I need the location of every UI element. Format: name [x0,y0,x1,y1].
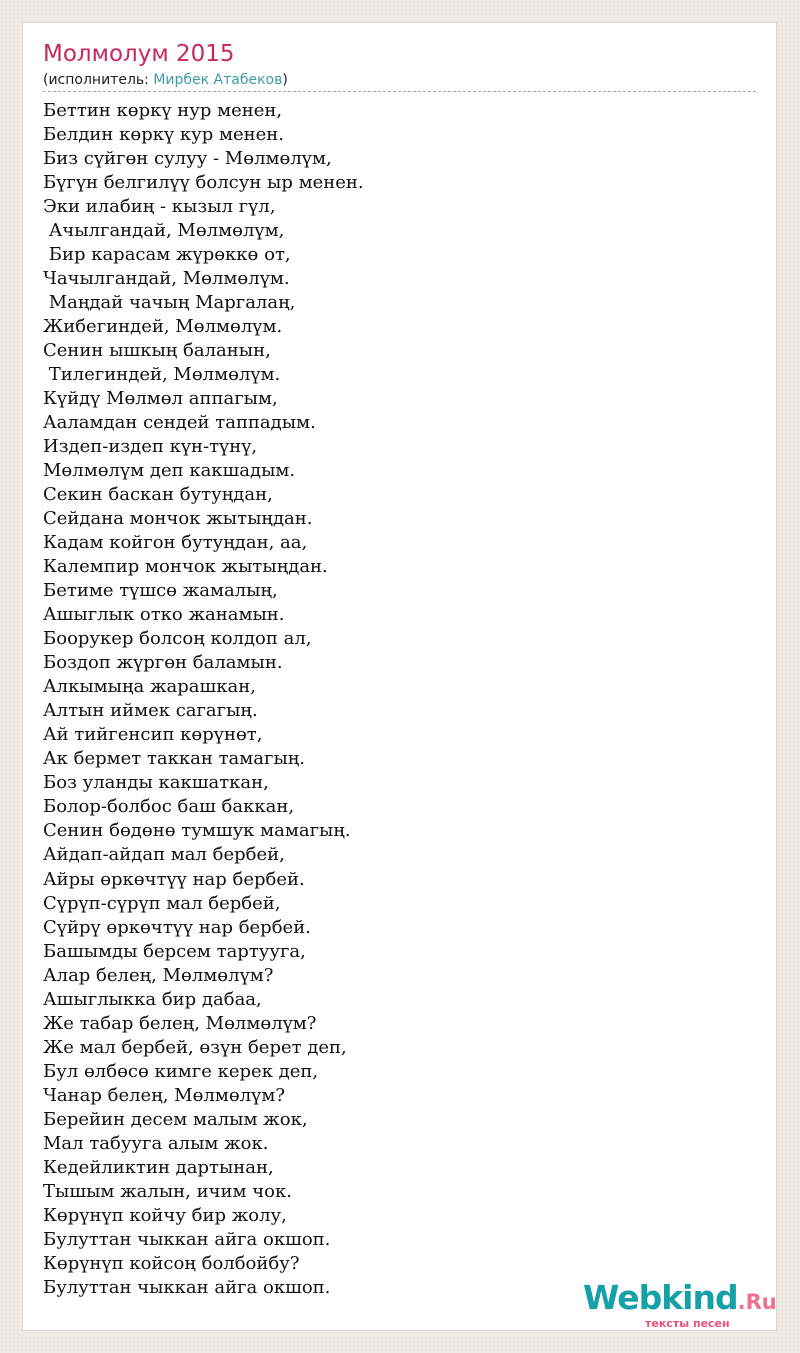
lyric-line: Булуттан чыккан айга окшоп. [43,1276,331,1298]
lyric-line: Башымды берсем тартууга, [43,940,306,962]
lyric-line: Бетиме түшсө жамалың, [43,580,278,602]
lyric-line: Ашыглыкка бир дабаа, [43,988,262,1010]
lyric-line: Сенин бөдөнө тумшук мамагың. [43,820,351,842]
lyric-line: Алкымыңа жарашкан, [43,676,256,698]
lyric-line: Чанар белең, Мөлмөлүм? [43,1084,285,1106]
lyric-line: Боз уланды какшаткан, [43,772,269,794]
lyric-line: Ашыглык отко жанамын. [43,604,285,626]
artist-suffix: ) [282,72,288,88]
lyric-line: Секин баскан бутуңдан, [43,484,273,506]
logo-brand: Webkind [583,1278,738,1317]
lyric-line: Маңдай чачың Маргалаң, [43,292,296,314]
lyric-line: Сенин ышкың баланын, [43,340,271,362]
lyric-line: Сүрүп-сүрүп мал бербей, [43,892,281,914]
lyric-line: Булуттан чыккан айга окшоп. [43,1228,331,1250]
lyric-line: Ак бермет таккан тамагың. [43,748,306,770]
lyric-line: Берейин десем малым жок, [43,1108,308,1130]
lyric-line: Чачылгандай, Мөлмөлүм. [43,268,290,290]
lyric-line: Издеп-издеп күн-түнү, [43,436,258,458]
logo-tagline: тексты песен [645,1317,730,1330]
artist-line [43,72,288,89]
lyric-line: Же табар белең, Мөлмөлүм? [43,1012,317,1034]
logo-wordmark [583,1280,777,1316]
lyric-line: Боздоп жүргөн баламын. [43,652,283,674]
lyric-line: Алар белең, Мөлмөлүм? [43,964,274,986]
lyric-line: Ай тийгенсип көрүнөт, [43,724,263,746]
logo-tld: .Ru [737,1290,777,1314]
lyric-line: Бир карасам жүрөккө от, [43,244,291,266]
lyric-line: Мал табууга алым жок. [43,1132,269,1154]
lyric-line: Тышым жалын, ичим чок. [43,1180,292,1202]
lyric-line: Эки илабиң - кызыл гүл, [43,196,276,218]
song-title: Молмолум 2015 [43,41,235,67]
lyric-line: Бул өлбөсө кимге керек деп, [43,1060,319,1082]
lyric-line: Көрүнүп койчу бир жолу, [43,1204,287,1226]
lyric-line: Болор-болбос баш баккан, [43,796,295,818]
lyric-line: Күйдү Мөлмөл аппагым, [43,388,278,410]
lyric-line: Боорукер болсоң колдоп ал, [43,628,312,650]
divider [43,91,756,92]
lyric-line: Тилегиндей, Мөлмөлүм. [43,364,281,386]
lyric-line: Айдап-айдап мал бербей, [43,844,285,866]
artist-prefix: (исполнитель: [43,72,154,88]
lyric-line: Мөлмөлүм деп какшадым. [43,460,296,482]
lyric-line: Кадам койгон бутуңдан, аа, [43,532,308,554]
lyric-line: Сүйрү өркөчтүү нар бербей. [43,916,311,938]
lyrics-text [43,99,364,1300]
lyric-line: Калемпир мончок жытыңдан. [43,556,328,578]
lyric-line: Бүгүн белгилүү болсун ыр менен. [43,172,364,194]
lyric-line: Беттин көркү нур менен, [43,100,283,121]
lyric-line: Биз сүйгөн сулуу - Мөлмөлүм, [43,148,332,170]
lyric-line: Же мал бербей, өзүн берет деп, [43,1036,347,1058]
lyric-line: Кедейликтин дартынан, [43,1156,274,1178]
lyric-line: Көрүнүп койсоң болбойбу? [43,1252,300,1274]
lyric-line: Айры өркөчтүү нар бербей. [43,868,305,890]
lyric-line: Ачылгандай, Мөлмөлүм, [43,220,285,242]
lyric-line: Жибегиндей, Мөлмөлүм. [43,316,283,338]
artist-link[interactable]: Мирбек Атабеков [153,72,283,88]
lyric-line: Сейдана мончок жытыңдан. [43,508,313,530]
lyric-line: Алтын иймек сагагың. [43,700,258,722]
lyric-line: Ааламдан сендей таппадым. [43,412,316,434]
lyrics-card [22,22,777,1331]
webkind-logo[interactable] [583,1278,777,1332]
lyric-line: Белдин көркү кур менен. [43,124,284,146]
